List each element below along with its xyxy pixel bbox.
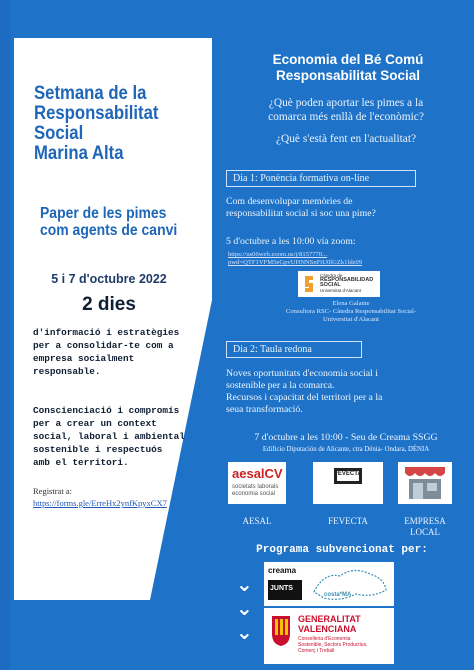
chair-logo-icon	[302, 273, 318, 295]
gva-logo	[264, 608, 394, 664]
day2-time: 7 d'octubre a les 10:00 - Seu de Creama SSGG	[254, 432, 438, 443]
event-subtitle: Paper de les pimes com agents de canvi	[40, 205, 178, 239]
info-paragraph-2: Conscienciació i compromís per a crear un context social, laboral i ambiental sostenible i respectuós amb el territori.	[33, 405, 185, 468]
shop-logo	[398, 462, 452, 504]
aesal-logo-sub: societats laborals economia social	[232, 484, 279, 497]
costa-map-icon	[310, 564, 390, 604]
day2-label: Dia 2: Taula redona	[226, 341, 362, 358]
aesal-logo-name: aesalCV	[232, 466, 283, 481]
day1-time: 5 d'octubre a les 10:00 vía zoom:	[226, 236, 356, 247]
speaker-info: Elena Galante Consultora RSC- Càtedra Responsabilitat Social- Universitat d'Alacant	[285, 300, 417, 323]
local-business-caption: EMPRESA LOCAL	[404, 516, 446, 537]
fevecta-caption: FEVECTA	[328, 516, 368, 526]
aesal-caption: AESAL	[242, 516, 272, 526]
chair-logo-text: Càtedra de RESPONSABILIDAD SOCIAL Universitat d'Alacant	[320, 273, 374, 293]
aesal-logo	[228, 462, 286, 504]
day2-place: Edificio Diputación de Alicante, ctra Dénia- Ondara, DÉNIA	[262, 446, 430, 453]
question-2: ¿Què s'està fent en l'actualitat?	[275, 133, 417, 145]
day1-text: Com desenvolupar memòries de responsabilitat social si soc una pime?	[226, 196, 376, 219]
gva-title: GENERALITAT VALENCIANA	[298, 614, 361, 634]
creama-logo: creama	[268, 566, 297, 575]
right-title: Economia del Bé Comú Responsabilitat Social	[272, 52, 424, 83]
event-title: Setmana de la Responsabilitat Social Marina Alta	[34, 83, 159, 164]
event-dates: 5 i 7 d'octubre 2022	[51, 272, 167, 286]
question-1: ¿Què poden aportar les pimes a la comarca més enllà de l'econòmic?	[268, 97, 424, 123]
fevecta-logo	[313, 462, 383, 504]
junts-logo: JUNTS	[268, 580, 302, 600]
day1-label: Dia 1: Ponència formativa on-line	[226, 170, 416, 187]
info-paragraph-1: d'informació i estratègies per a consolidar-te com a empresa socialment responsable.	[33, 327, 180, 377]
program-label: Programa subvencionat per:	[256, 544, 428, 556]
register-link[interactable]: https://forms.gle/ErreHx2ynfKpyxCX7	[33, 498, 167, 508]
chevron-down-icon: ⌄	[236, 596, 253, 620]
costa-logo: costa*MA	[324, 592, 352, 598]
event-days: 2 dies	[82, 294, 136, 315]
chair-logo	[298, 271, 380, 297]
chevron-down-icon: ⌄	[236, 620, 253, 644]
day2-text: Noves oportunitats d'economia social i sostenible per a la comarca. Recursos i capacitat del territori per a la seua transformació.	[226, 368, 383, 415]
chevron-down-icon: ⌄	[236, 572, 253, 596]
zoom-link[interactable]: https://us06web.zoom.us/j/8157770... pwd=QTF1VFM5eGpvUHNNSnFtU0lGZk1ldz09	[228, 251, 363, 266]
register-label: Registrat a:	[33, 486, 72, 496]
gva-shield-icon	[270, 614, 292, 648]
shop-icon	[403, 465, 447, 501]
fevecta-logo-name: FEVECTA	[334, 471, 362, 477]
sponsors-logo-block	[264, 562, 394, 606]
gva-subtitle: Conselleria d'Economia Sostenible, Sectors Productius, Comerç i Treball	[298, 636, 368, 654]
